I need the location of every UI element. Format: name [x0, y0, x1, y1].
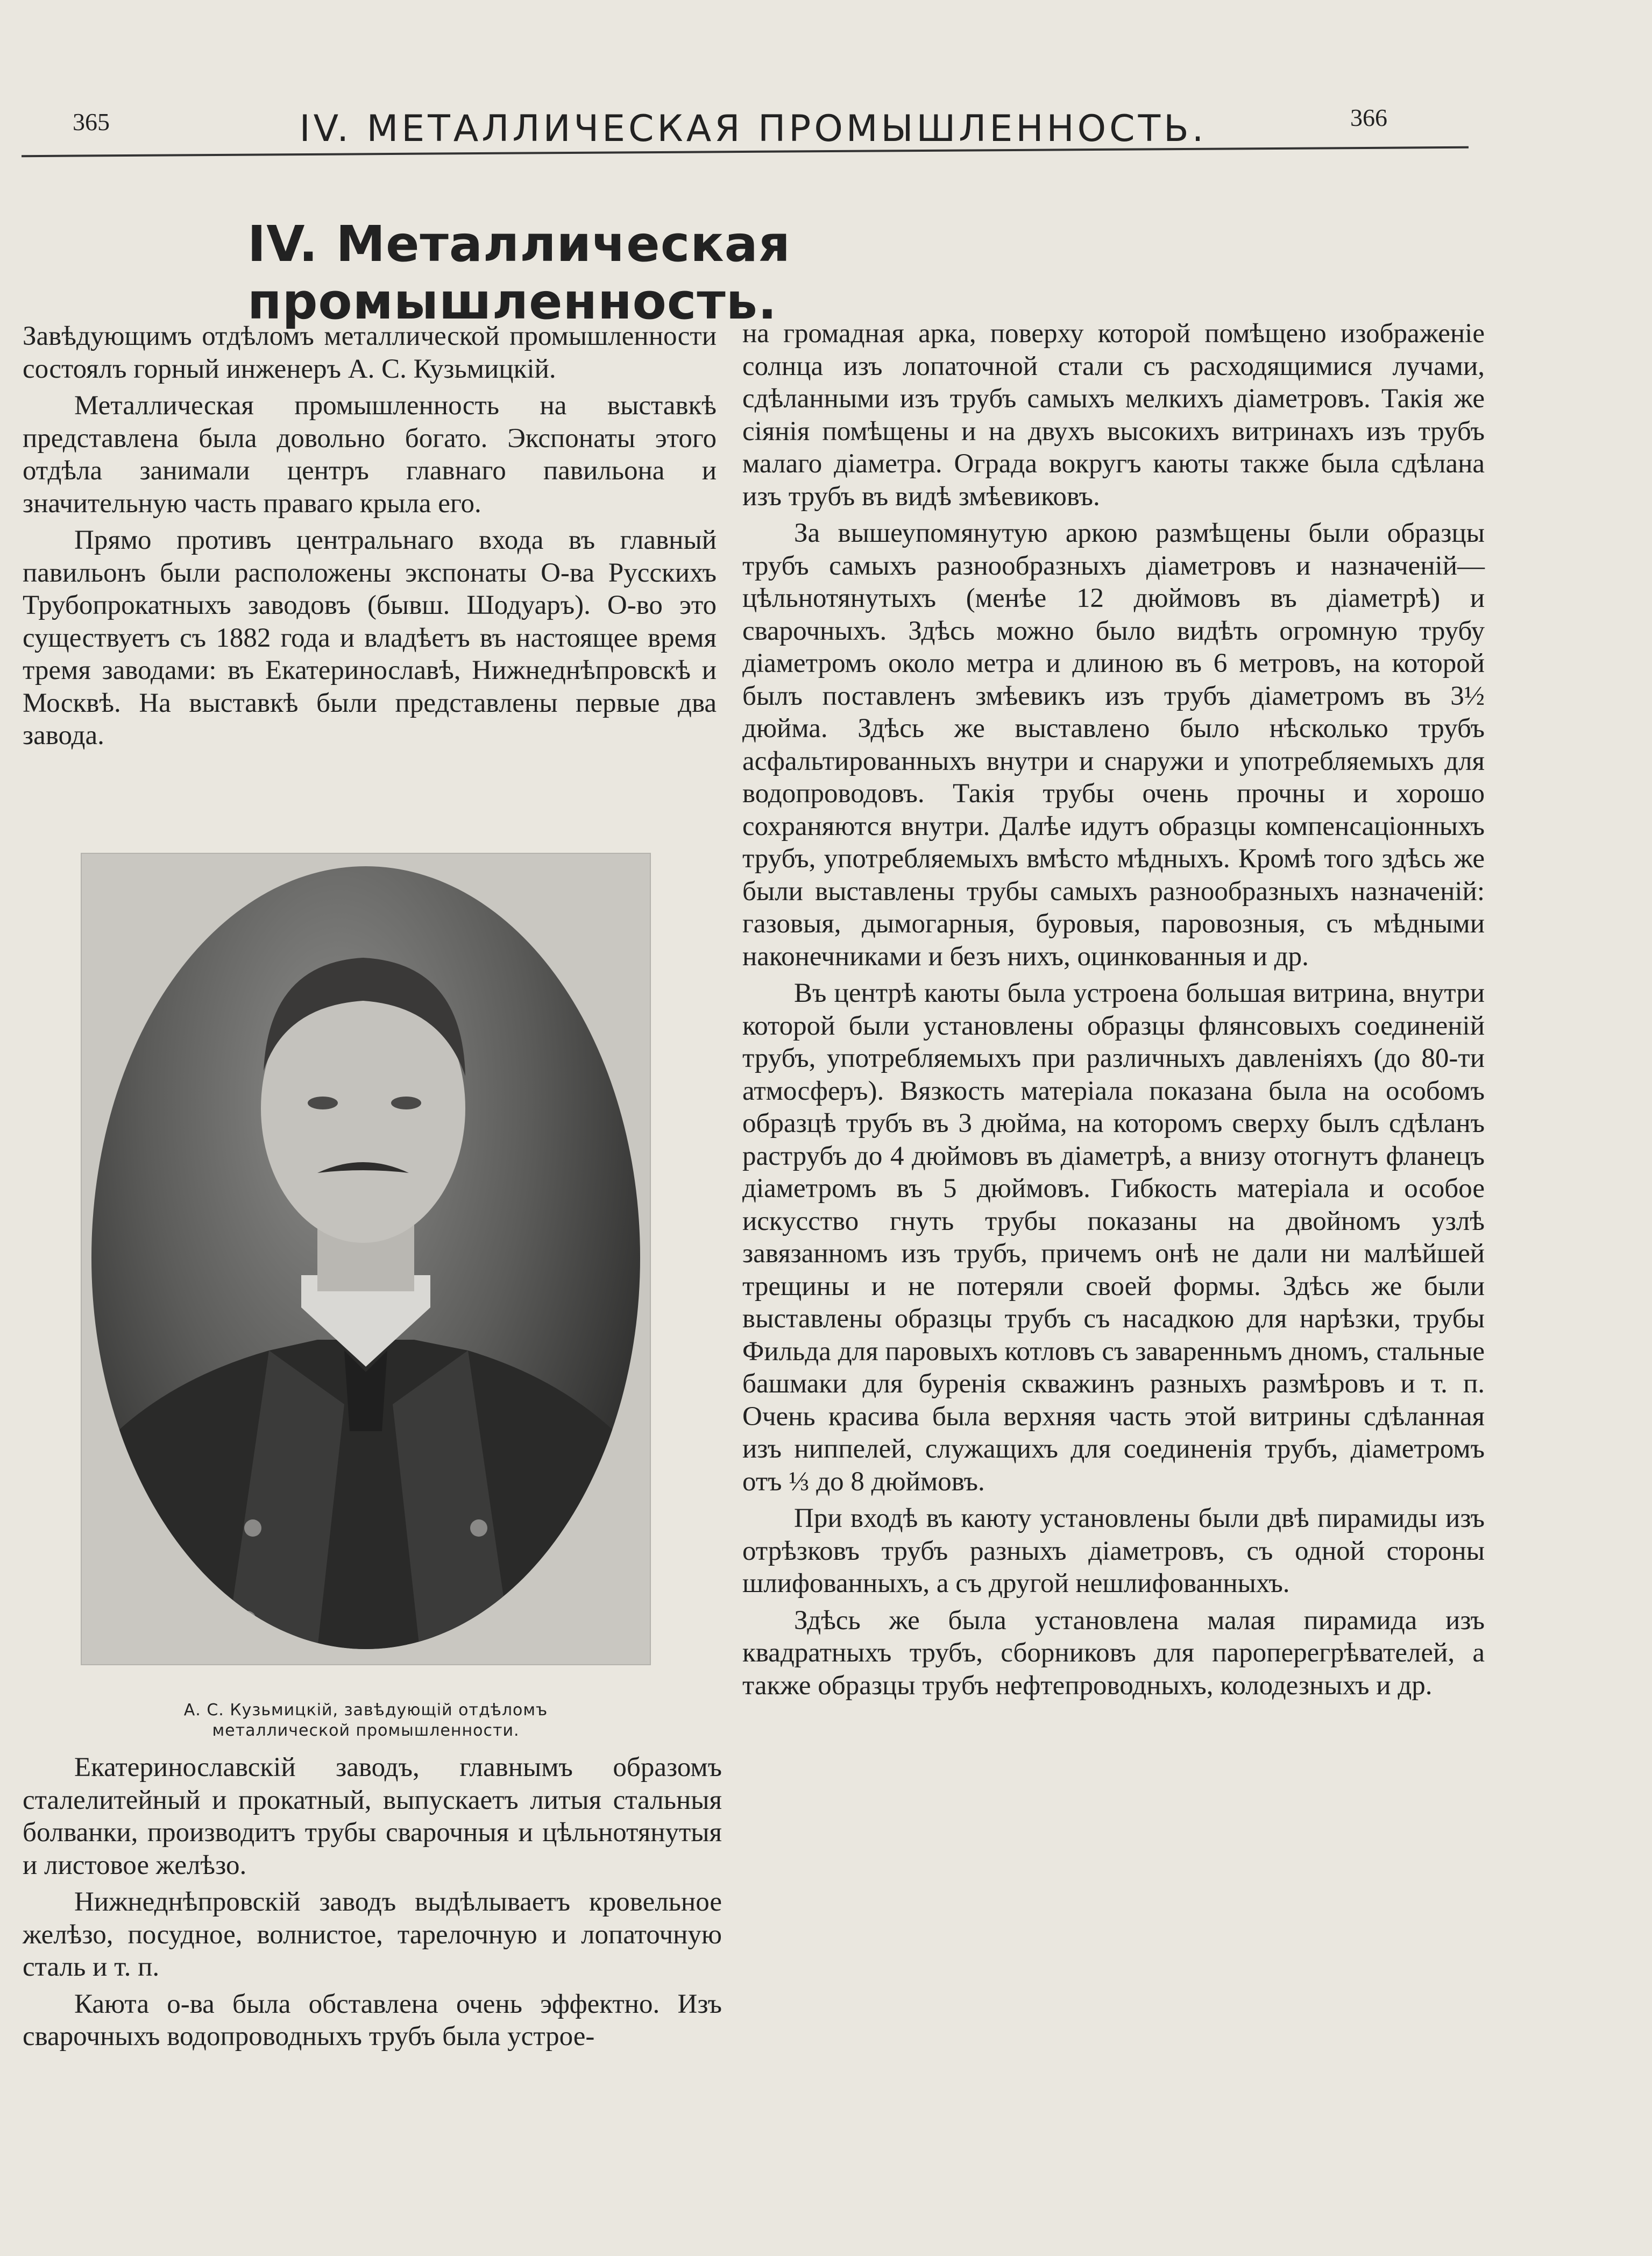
paragraph: Нижнеднѣпровскій заводъ выдѣлываетъ кровельное желѣзо, посудное, волнистое, тарелочную и лопаточную сталь и т. п. — [23, 1887, 722, 1982]
paragraph: При входѣ въ каюту установлены были двѣ пирамиды изъ отрѣзковъ трубъ разныхъ діаметровъ, съ одной стороны шлифованныхъ, а съ другой нешлифованныхъ. — [742, 1503, 1485, 1599]
portrait-photo — [81, 853, 651, 1665]
left-column-bottom — [23, 1751, 722, 2057]
left-column-top — [23, 320, 717, 756]
paragraph: Здѣсь же была установлена малая пирамида изъ квадратныхъ трубъ, сборниковъ для пароперегрѣвателей, а также образцы трубъ нефтепроводныхъ, колодезныхъ и др. — [742, 1605, 1485, 1701]
page-number-left: 365 — [73, 108, 110, 136]
paragraph: Завѣдующимъ отдѣломъ металлической промышленности состоялъ горный инженеръ А. С. Кузьмицкій. — [23, 321, 717, 384]
right-column — [742, 317, 1485, 1706]
paragraph: на громадная арка, поверху которой помѣщено изображеніе солнца изъ лопаточной стали съ расходящимися лучами, сдѣланными изъ трубъ самыхъ мелкихъ діаметровъ. Такія же сіянія помѣщены и на двухъ высокихъ витринахъ изъ трубъ малаго діаметра. Ограда вокругъ каюты также была сдѣлана изъ трубъ въ видѣ змѣевиковъ. — [742, 319, 1485, 512]
chapter-title: IV. Металлическая промышленность. — [247, 215, 791, 330]
page-number-right: 366 — [1350, 104, 1387, 131]
caption-line: металлической промышленности. — [212, 1721, 520, 1740]
page-header — [22, 91, 1469, 183]
running-title: IV. МЕТАЛЛИЧЕСКАЯ ПРОМЫШЛЕННОСТЬ. — [299, 108, 1207, 150]
paragraph: Въ центрѣ каюты была устроена большая витрина, внутри которой были установлены образцы флянсовыхъ соединеній трубъ, употребляемыхъ при различныхъ давленіяхъ (до 80-ти атмосферъ). Вязкость матеріала показана была на особомъ образцѣ трубъ въ 3 дюйма, на которомъ сверху былъ сдѣланъ раструбъ до 4 дюймовъ въ діаметрѣ, а внизу отогнутъ фланецъ діаметромъ въ 5 дюймовъ. Гибкость матеріала и особое искусство гнуть трубы показаны на двойномъ узлѣ завязанномъ изъ трубъ, причемъ онѣ не дали ни малѣйшей трещины и не потеряли своей формы. Здѣсь же были выставлены образцы трубъ съ насадкою для нарѣзки, трубы Фильда для паровыхъ котловъ съ заваренньмъ дномъ, стальные башмаки для буренія скважинъ разныхъ размѣровъ и т. п. Очень красива была верхняя часть этой витрины сдѣланная изъ ниппелей, служащихъ для соединенія трубъ, діаметромъ отъ ⅓ до 8 дюймовъ. — [742, 978, 1485, 1497]
paragraph: Прямо противъ центральнаго входа въ главный павильонъ были расположены экспонаты О-ва Русскихъ Трубопрокатныхъ заводовъ (бывш. Шодуаръ). О-во это существуетъ съ 1882 года и владѣетъ въ настоящее время тремя заводами: въ Екатеринославѣ, Нижнеднѣпровскѣ и Москвѣ. На выставкѣ были представлены первые два завода. — [23, 525, 717, 751]
paragraph: Металлическая промышленность на выставкѣ представлена была довольно богато. Экспонаты этого отдѣла занимали центръ главнаго павильона и значительную часть праваго крыла его. — [23, 391, 717, 519]
portrait-oval — [91, 866, 640, 1649]
caption-line: А. С. Кузьмицкій, завѣдующій отдѣломъ — [183, 1701, 548, 1720]
photo-caption — [81, 1700, 651, 1741]
portrait-figure — [91, 866, 640, 1649]
paragraph: Каюта о-ва была обставлена очень эффектно. Изъ сварочныхъ водопроводныхъ трубъ была устрое- — [23, 1989, 722, 2052]
paragraph: За вышеупомянутую аркою размѣщены были образцы трубъ самыхъ разнообразныхъ діаметровъ и назначеній—цѣльнотянутыхъ (менѣе 12 дюймовъ въ діаметрѣ) и сварочныхъ. Здѣсь можно было видѣть огромную трубу діаметромъ около метра и длиною въ 6 метровъ, на которой былъ поставленъ змѣевикъ изъ трубъ діаметромъ въ 3½ дюйма. Здѣсь же выставлено было нѣсколько трубъ асфальтированныхъ внутри и снаружи и употребляемыхъ для водопроводовъ. Такія трубы очень прочны и хорошо сохраняются внутри. Далѣе идутъ образцы компенсаціонныхъ трубъ, употребляемыхъ вмѣсто мѣдныхъ. Кромѣ того здѣсь же были выставлены трубы самыхъ разнообразныхъ назначеній: газовыя, дымогарныя, буровыя, паровозныя, съ мѣдными наконечниками и безъ нихъ, оцинкованныя и др. — [742, 518, 1485, 972]
paragraph: Екатеринославскій заводъ, главнымъ образомъ сталелитейный и прокатный, выпускаетъ литыя стальныя болванки, производитъ трубы сварочныя и цѣльнотянутыя и листовое желѣзо. — [23, 1752, 722, 1880]
